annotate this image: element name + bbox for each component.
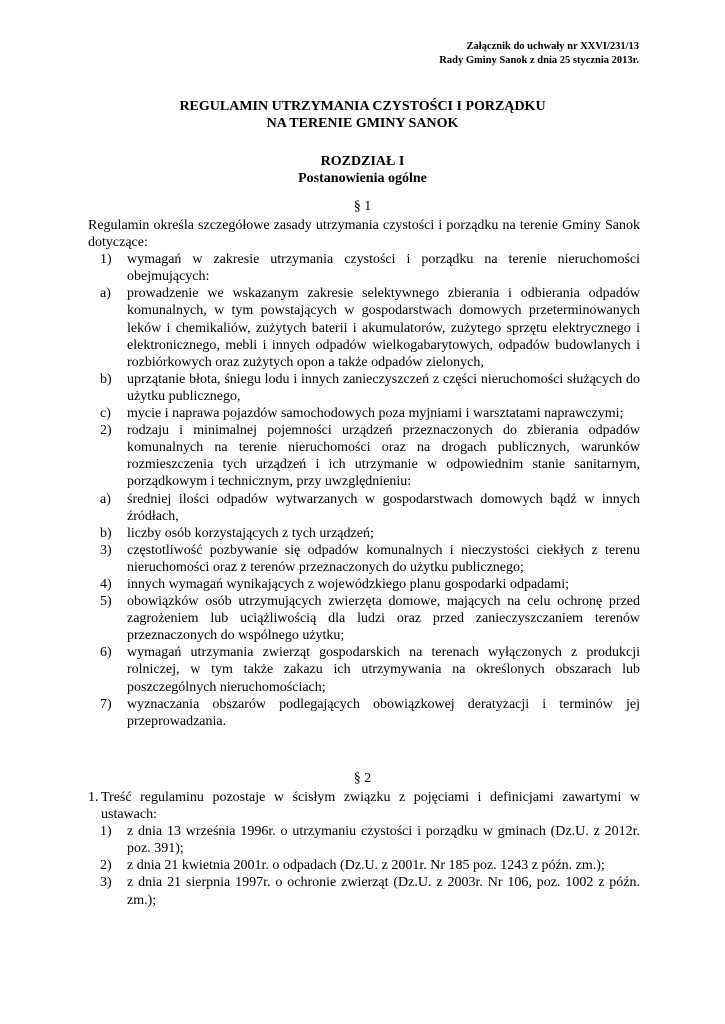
- list-item: [88, 857, 640, 874]
- list-item: [88, 644, 640, 695]
- list-item: [88, 251, 640, 285]
- list-item-text: częstotliwość pozbywanie się odpadów komunalnych i nieczystości ciekłych z terenu nieruchomości oraz z terenów przeznaczonych do użytku publicznego;: [127, 542, 640, 575]
- list-item-marker: a): [100, 491, 111, 507]
- list-item-text: z dnia 21 sierpnia 1997r. o ochronie zwierząt (Dz.U. z 2003r. Nr 106, poz. 1002 z późn. zm.);: [127, 875, 640, 908]
- list-item: [88, 491, 640, 525]
- list-item-text: liczby osób korzystających z tych urządzeń;: [127, 525, 374, 541]
- list-item: [88, 525, 640, 542]
- list-item-text: obowiązków osób utrzymujących zwierzęta domowe, mających na celu ochronę przed zagrożeniem lub uciążliwością dla ludzi oraz przed zanieczyszczaniem terenów przeznaczonych do wspólnego użytku;: [127, 594, 640, 644]
- list-item-text: wymagań utrzymania zwierząt gospodarskich na terenach wyłączonych z produkcji rolniczej, w tym także zakazu ich utrzymywania na określonych obszarach lub poszczególnych nieruchomościach;: [127, 645, 640, 695]
- list-item: [88, 696, 640, 730]
- section-2-mark: § 2: [353, 771, 372, 786]
- section-2-point-text: Treść regulaminu pozostaje w ścisłym związku z pojęciami i definicjami zawartymi w ustawach:: [101, 790, 640, 823]
- list-item-text: rodzaju i minimalnej pojemności urządzeń przeznaczonych do zbierania odpadów komunalnych na terenie nieruchomości oraz na drogach publicznych, warunków rozmieszczenia tych urządzeń i ich utrzymanie w odpowiednim stanie sanitarnym, porządkowym i technicznym, przy uwzględnieniu:: [127, 423, 640, 490]
- section-1-mark: § 1: [353, 199, 372, 214]
- attachment-note: [439, 40, 639, 68]
- list-item-text: wyznaczania obszarów podlegających obowiązkowej deratyzacji i terminów jej przeprowadzania.: [127, 696, 640, 729]
- list-item-marker: 2): [100, 423, 112, 439]
- list-item-marker: 3): [100, 875, 112, 891]
- list-item-text: mycie i naprawa pojazdów samochodowych poza myjniami i warsztatami naprawczymi;: [127, 406, 624, 422]
- list-item-marker: 7): [100, 696, 112, 712]
- list-item-text: uprzątanie błota, śniegu lodu i innych zanieczyszczeń z części nieruchomości służących do użytku publicznego,: [127, 371, 640, 404]
- list-item: [88, 593, 640, 644]
- list-item: [88, 576, 640, 593]
- list-item: [88, 542, 640, 576]
- list-item-marker: 6): [100, 645, 112, 661]
- section-2-point: [88, 789, 640, 823]
- list-item-text: innych wymagań wynikających z wojewódzkiego planu gospodarki odpadami;: [127, 576, 570, 592]
- list-item: [88, 285, 640, 370]
- list-item-marker: 1): [100, 252, 112, 268]
- attachment-note-line-1: Załącznik do uchwały nr XXVI/231/13: [466, 41, 639, 52]
- section-1-body: [88, 217, 640, 730]
- list-item: [88, 874, 640, 908]
- list-item-marker: 2): [100, 858, 112, 874]
- list-item: [88, 823, 640, 857]
- document-title-line-1: REGULAMIN UTRZYMANIA CZYSTOŚCI I PORZĄDKU: [179, 99, 546, 114]
- list-item-marker: 5): [100, 594, 112, 610]
- list-item-marker: b): [100, 371, 112, 387]
- section-1-intro: Regulamin określa szczegółowe zasady utrzymania czystości i porządku na terenie Gminy Sanok dotyczące:: [88, 218, 640, 251]
- document-title: [0, 98, 725, 132]
- list-item-text: z dnia 13 września 1996r. o utrzymaniu czystości i porządku w gminach (Dz.U. z 2012r. poz. 391);: [127, 824, 640, 857]
- section-2-body: [88, 789, 640, 909]
- chapter-name: ROZDZIAŁ I: [320, 154, 405, 169]
- attachment-note-line-2: Rady Gminy Sanok z dnia 25 stycznia 2013r.: [439, 55, 639, 66]
- chapter-subtitle: Postanowienia ogólne: [298, 171, 427, 186]
- list-item-marker: c): [100, 406, 111, 422]
- list-item-marker: a): [100, 286, 111, 302]
- list-item-marker: b): [100, 525, 112, 541]
- list-item: [88, 405, 640, 422]
- list-item-text: z dnia 21 kwietnia 2001r. o odpadach (Dz.U. z 2001r. Nr 185 poz. 1243 z późn. zm.);: [127, 858, 605, 874]
- chapter-heading: [0, 153, 725, 187]
- list-item-text: prowadzenie we wskazanym zakresie selektywnego zbierania i odbierania odpadów komunalnych, w tym powstających w gospodarstwach domowych przeterminowanych leków i chemikaliów, zużytych baterii i akumulatorów, zużytego sprzętu elektrycznego i elektronicznego, mebli i innych odpadów wielkogabarytowych, odpadów budowlanych i rozbiórkowych oraz zużytych opon a także odpadów zielonych,: [127, 286, 640, 370]
- document-title-line-2: NA TERENIE GMINY SANOK: [266, 116, 459, 131]
- list-item-marker: 4): [100, 576, 112, 592]
- section-2-point-marker: 1.: [88, 790, 99, 805]
- list-item: [88, 371, 640, 405]
- list-item-text: średniej ilości odpadów wytwarzanych w gospodarstwach domowych bądź w innych źródłach,: [127, 491, 640, 524]
- list-item: [88, 422, 640, 490]
- list-item-text: wymagań w zakresie utrzymania czystości i porządku na terenie nieruchomości obejmujących:: [127, 252, 640, 285]
- list-item-marker: 1): [100, 824, 112, 840]
- list-item-marker: 3): [100, 542, 112, 558]
